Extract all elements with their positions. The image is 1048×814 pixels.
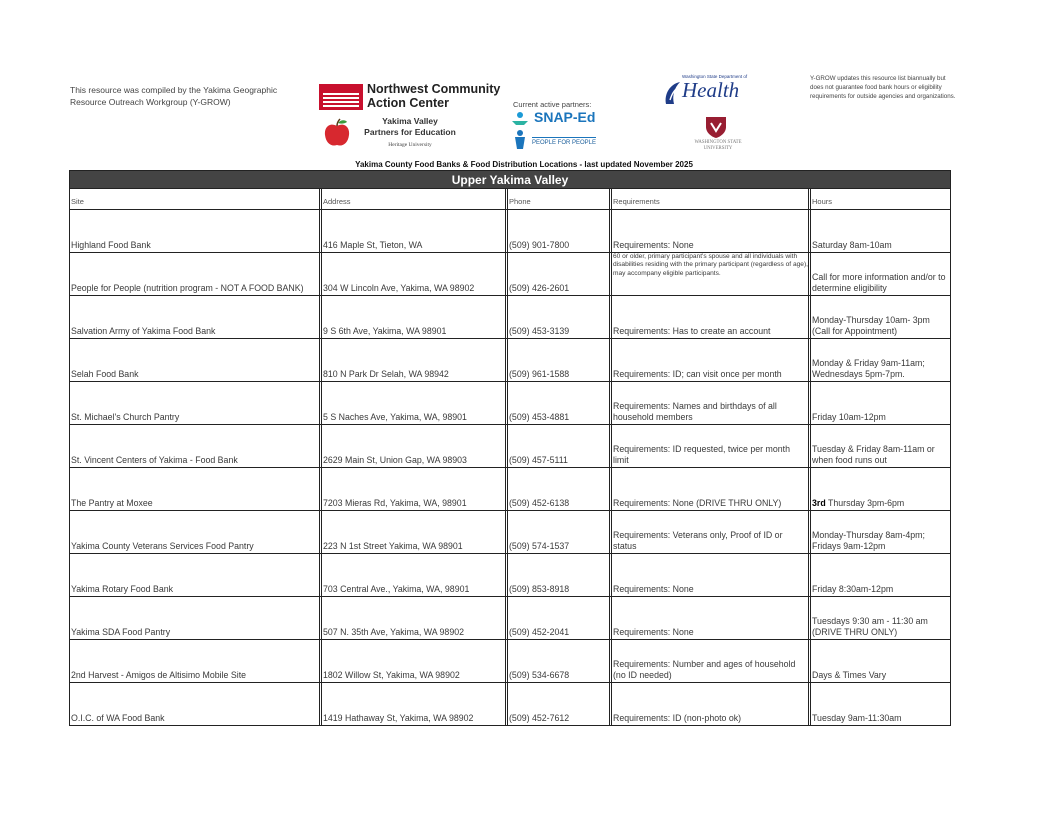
phone-cell: (509) 452-7612	[505, 683, 609, 725]
phone-cell: (509) 534-6678	[505, 640, 609, 682]
hours-cell: Tuesday & Friday 8am-11am or when food runs out	[808, 425, 951, 467]
hours-cell: Friday 8:30am-12pm	[808, 554, 951, 596]
table-row	[69, 468, 951, 511]
phone-cell: (509) 901-7800	[505, 210, 609, 252]
nwcac-name-line1: Northwest Community	[367, 82, 501, 96]
hours-text: Thursday 3pm-6pm	[825, 498, 905, 508]
table-row	[69, 511, 951, 554]
requirements-cell: 60 or older, primary participant's spouse and all individuals with disabilities residing with the primary participant (regardless of age), may accompany eligible participants.	[609, 253, 808, 295]
nwcac-logo	[319, 82, 509, 112]
doh-small-text: Washington State Department of	[682, 74, 748, 79]
phone-cell: (509) 453-4881	[505, 382, 609, 424]
doh-emblem-icon	[662, 80, 682, 106]
table-row	[69, 253, 951, 296]
requirements-cell: Requirements: None	[609, 210, 808, 252]
hours-cell: Tuesdays 9:30 am - 11:30 am (DRIVE THRU ONLY)	[808, 597, 951, 639]
address-cell: 1802 Willow St, Yakima, WA 98902	[319, 640, 505, 682]
table-row	[69, 683, 951, 726]
section-title: Upper Yakima Valley	[69, 170, 951, 189]
site-cell: Salvation Army of Yakima Food Bank	[69, 296, 319, 338]
site-cell: Yakima SDA Food Pantry	[69, 597, 319, 639]
address-cell: 416 Maple St, Tieton, WA	[319, 210, 505, 252]
phone-cell: (509) 426-2601	[505, 253, 609, 295]
table-row	[69, 554, 951, 597]
address-cell: 5 S Naches Ave, Yakima, WA, 98901	[319, 382, 505, 424]
ypfe-line1: Yakima Valley	[382, 116, 438, 126]
column-header-hours: Hours	[808, 189, 951, 209]
hours-cell	[808, 468, 951, 510]
doh-logo	[662, 72, 752, 112]
hours-cell: Monday-Thursday 10am- 3pm (Call for Appointment)	[808, 296, 951, 338]
doh-big-text: Health	[682, 78, 740, 102]
requirements-cell: Requirements: Has to create an account	[609, 296, 808, 338]
requirements-cell: Requirements: ID requested, twice per month limit	[609, 425, 808, 467]
address-cell: 9 S 6th Ave, Yakima, WA 98901	[319, 296, 505, 338]
site-cell: Highland Food Bank	[69, 210, 319, 252]
column-header-site: Site	[69, 189, 319, 209]
document-subtitle: Yakima County Food Banks & Food Distribution Locations - last updated November 2025	[355, 160, 693, 169]
table-row	[69, 296, 951, 339]
requirements-cell: Requirements: None	[609, 554, 808, 596]
hours-cell: Tuesday 9am-11:30am	[808, 683, 951, 725]
ypfe-line3: Heritage University	[388, 142, 432, 148]
partners-label: Current active partners:	[513, 100, 592, 109]
nwcac-mark-icon	[319, 84, 363, 110]
compiled-note: This resource was compiled by the Yakima Geographic Resource Outreach Workgroup (Y-GROW)	[70, 85, 278, 107]
site-cell: O.I.C. of WA Food Bank	[69, 683, 319, 725]
address-cell: 223 N 1st Street Yakima, WA 98901	[319, 511, 505, 553]
requirements-cell: Requirements: None	[609, 597, 808, 639]
wsu-text: WASHINGTON STATE UNIVERSITY	[694, 140, 742, 151]
snap-tagline: PEOPLE FOR PEOPLE	[532, 137, 596, 146]
requirements-cell: Requirements: Number and ages of household (no ID needed)	[609, 640, 808, 682]
table-row	[69, 382, 951, 425]
wsu-logo	[690, 113, 746, 151]
snap-people-icon	[510, 111, 530, 151]
hours-cell: Saturday 8am-10am	[808, 210, 951, 252]
phone-cell: (509) 853-8918	[505, 554, 609, 596]
column-header-requirements: Requirements	[609, 189, 808, 209]
site-cell: Yakima Rotary Food Bank	[69, 554, 319, 596]
table-row	[69, 597, 951, 640]
nwcac-name-line2: Action Center	[367, 96, 449, 110]
hours-cell: Days & Times Vary	[808, 640, 951, 682]
phone-cell: (509) 961-1588	[505, 339, 609, 381]
phone-cell: (509) 574-1537	[505, 511, 609, 553]
hours-cell: Friday 10am-12pm	[808, 382, 951, 424]
site-cell: People for People (nutrition program - NOT A FOOD BANK)	[69, 253, 319, 295]
requirements-cell: Requirements: ID (non-photo ok)	[609, 683, 808, 725]
column-header-address: Address	[319, 189, 505, 209]
site-cell: Selah Food Bank	[69, 339, 319, 381]
requirements-cell: Requirements: Names and birthdays of all household members	[609, 382, 808, 424]
phone-cell: (509) 452-2041	[505, 597, 609, 639]
phone-cell: (509) 452-6138	[505, 468, 609, 510]
requirements-cell: Requirements: Veterans only, Proof of ID or status	[609, 511, 808, 553]
table-row	[69, 425, 951, 468]
table-row	[69, 210, 951, 253]
phone-cell: (509) 457-5111	[505, 425, 609, 467]
address-cell: 304 W Lincoln Ave, Yakima, WA 98902	[319, 253, 505, 295]
address-cell: 810 N Park Dr Selah, WA 98942	[319, 339, 505, 381]
table-row	[69, 339, 951, 382]
site-cell: St. Vincent Centers of Yakima - Food Bank	[69, 425, 319, 467]
food-bank-table	[69, 170, 951, 726]
hours-cell: Monday-Thursday 8am-4pm; Fridays 9am-12pm	[808, 511, 951, 553]
ygrow-note: Y-GROW updates this resource list biannually but does not guarantee food bank hours or eligibility requirements for outside agencies and organizations.	[810, 75, 956, 100]
hours-cell: Call for more information and/or to determine eligibility	[808, 253, 951, 295]
address-cell: 703 Central Ave., Yakima, WA, 98901	[319, 554, 505, 596]
column-header-phone: Phone	[505, 189, 609, 209]
site-cell: The Pantry at Moxee	[69, 468, 319, 510]
ypfe-logo	[320, 116, 460, 154]
address-cell: 2629 Main St, Union Gap, WA 98903	[319, 425, 505, 467]
snap-ed-text: SNAP-Ed	[534, 109, 596, 125]
site-cell: St. Michael's Church Pantry	[69, 382, 319, 424]
table-header-row	[69, 189, 951, 210]
requirements-cell: Requirements: ID; can visit once per month	[609, 339, 808, 381]
site-cell: Yakima County Veterans Services Food Pantry	[69, 511, 319, 553]
wsu-shield-icon	[704, 115, 728, 139]
apple-icon	[322, 118, 352, 148]
requirements-cell: Requirements: None (DRIVE THRU ONLY)	[609, 468, 808, 510]
address-cell: 1419 Hathaway St, Yakima, WA 98902	[319, 683, 505, 725]
snap-ed-logo	[508, 109, 600, 151]
hours-cell: Monday & Friday 9am-11am; Wednesdays 5pm-7pm.	[808, 339, 951, 381]
address-cell: 507 N. 35th Ave, Yakima, WA 98902	[319, 597, 505, 639]
address-cell: 7203 Mieras Rd, Yakima, WA, 98901	[319, 468, 505, 510]
hours-ordinal: 3rd	[812, 498, 826, 508]
ypfe-line2: Partners for Education	[364, 127, 456, 137]
phone-cell: (509) 453-3139	[505, 296, 609, 338]
table-row	[69, 640, 951, 683]
site-cell: 2nd Harvest - Amigos de Altisimo Mobile Site	[69, 640, 319, 682]
